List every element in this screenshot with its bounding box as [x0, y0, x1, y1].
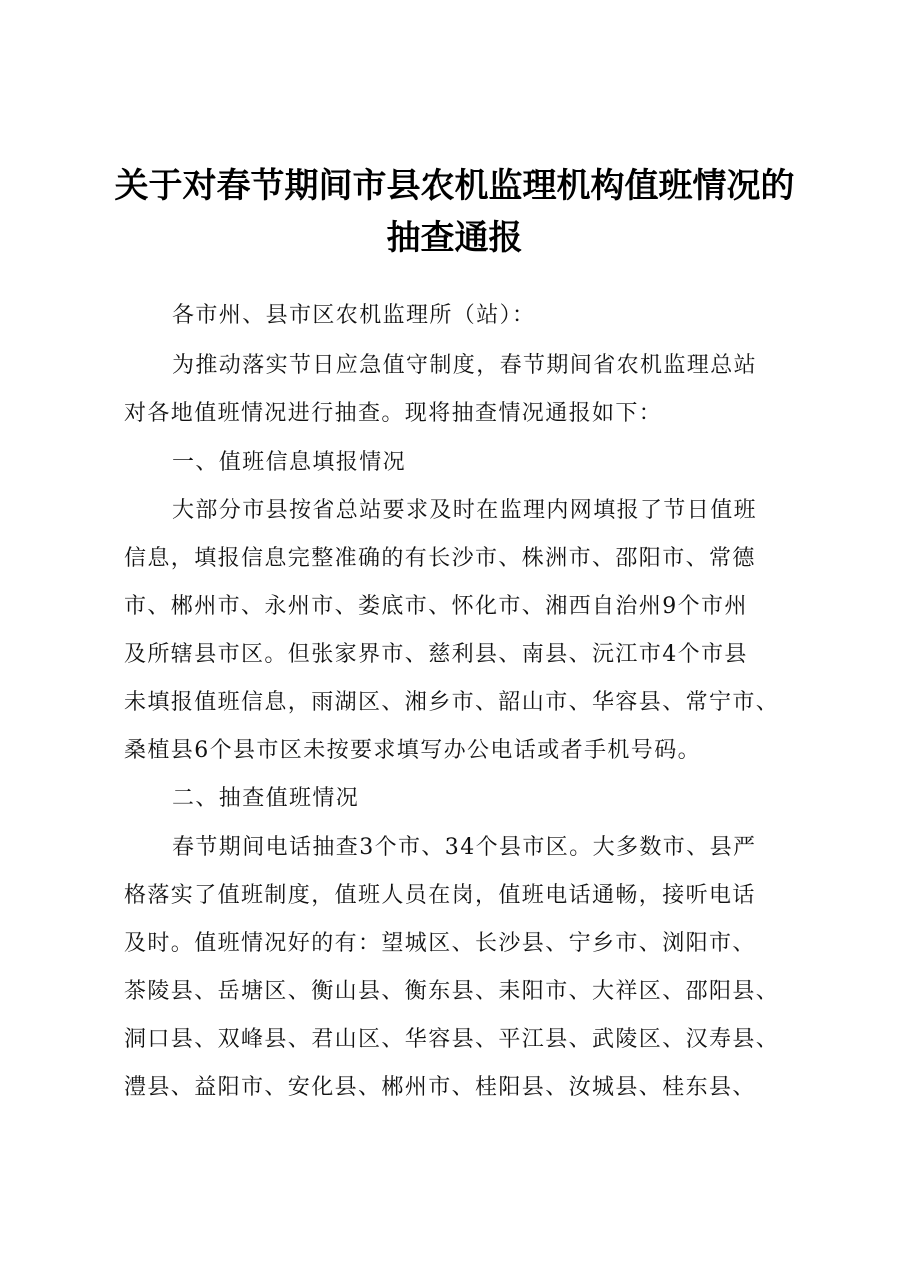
paragraph-line: 洞口县、双峰县、君山区、华容县、平江县、武陵区、汉寿县、 — [124, 1027, 780, 1052]
document-title-line-2: 抽查通报 — [386, 218, 523, 258]
document-title-line-1: 关于对春节期间市县农机监理机构值班情况的 — [114, 166, 795, 206]
paragraph-line: 信息，填报信息完整准确的有长沙市、株洲市、邵阳市、常德 — [124, 546, 756, 571]
paragraph-line: 茶陵县、岳塘区、衡山县、衡东县、耒阳市、大祥区、邵阳县、 — [124, 979, 780, 1004]
paragraph-line: 澧县、益阳市、安化县、郴州市、桂阳县、汝城县、桂东县、 — [124, 1075, 756, 1100]
paragraph-line: 及时。值班情况好的有：望城区、长沙县、宁乡市、浏阳市、 — [124, 931, 756, 956]
paragraph-line: 春节期间电话抽查3个市、34个县市区。大多数市、县严 — [172, 835, 757, 860]
paragraph-line: 格落实了值班制度，值班人员在岗，值班电话通畅，接听电话 — [124, 883, 756, 908]
section-heading-1: 一、值班信息填报情况 — [172, 450, 407, 475]
paragraph-line: 大部分市县按省总站要求及时在监理内网填报了节日值班 — [172, 498, 758, 523]
salutation: 各市州、县市区农机监理所（站）： — [172, 303, 536, 328]
paragraph-line: 桑植县6个县市区未按要求填写办公电话或者手机号码。 — [124, 738, 701, 763]
paragraph-line: 对各地值班情况进行抽查。现将抽查情况通报如下： — [124, 401, 663, 426]
paragraph-line: 为推动落实节日应急值守制度，春节期间省农机监理总站 — [172, 353, 758, 378]
section-heading-2: 二、抽查值班情况 — [172, 786, 360, 811]
paragraph-line: 未填报值班信息，雨湖区、湘乡市、韶山市、华容县、常宁市、 — [124, 690, 780, 715]
paragraph-line: 及所辖县市区。但张家界市、慈利县、南县、沅江市4个市县 — [124, 642, 748, 667]
paragraph-line: 市、郴州市、永州市、娄底市、怀化市、湘西自治州9个市州 — [124, 594, 748, 619]
